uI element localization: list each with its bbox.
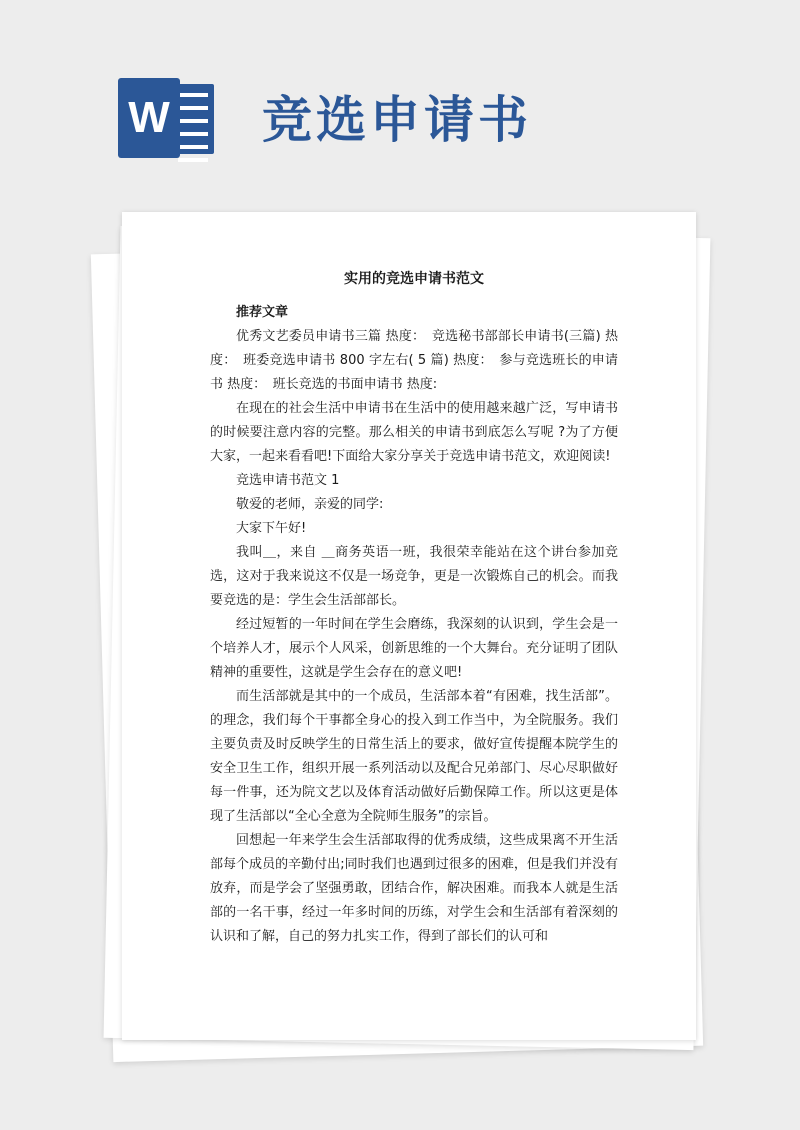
- word-logo-icon: W: [118, 78, 180, 158]
- body-paragraph: 回想起一年来学生会生活部取得的优秀成绩，这些成果离不开生活部每个成员的辛勤付出;同时我们也遇到过很多的困难，但是我们并没有放弃，而是学会了坚强勇敢，团结合作，解决困难。而我本人就是生活部的一名干事，经过一年多时间的历练，对学生会和生活部有着深刻的认识和了解，自己的努力扎实工作，得到了部长们的认可和: [210, 833, 618, 944]
- header-banner: [0, 0, 800, 205]
- body-paragraph: 经过短暂的一年时间在学生会磨练，我深刻的认识到，学生会是一个培养人才，展示个人风采，创新思维的一个大舞台。充分证明了团队精神的重要性，这就是学生会存在的意义吧!: [210, 617, 618, 680]
- sample-title: 竞选申请书范文 1: [236, 473, 340, 488]
- greeting: 大家下午好!: [236, 521, 307, 536]
- body-paragraph: 而生活部就是其中的一个成员，生活部本着“有困难，找生活部”。的理念，我们每个干事都全身心的投入到工作当中，为全院服务。我们主要负责及时反映学生的日常生活上的要求，做好宣传提醒本院学生的安全卫生工作，组织开展一系列活动以及配合兄弟部门、尽心尽职做好每一件事，还为院文艺以及体育活动做好后勤保障工作。所以这更是体现了生活部以“全心全意为全院师生服务”的宗旨。: [210, 689, 618, 824]
- body-paragraph: 我叫＿，来自 ＿商务英语一班，我很荣幸能站在这个讲台参加竞选，这对于我来说这不仅是一场竞争，更是一次锻炼自己的机会。而我要竞选的是：学生会生活部部长。: [210, 545, 618, 608]
- intro-paragraph: 在现在的社会生活中申请书在生活中的使用越来越广泛，写申请书的时候要注意内容的完整。那么相关的申请书到底怎么写呢 ?为了方便大家，一起来看看吧!下面给大家分享关于竞选申请书范文，欢迎阅读!: [210, 401, 618, 464]
- salutation: 敬爱的老师，亲爱的同学:: [236, 497, 384, 512]
- document-page: [122, 212, 696, 1040]
- recommend-list: 优秀文艺委员申请书三篇 热度： 竞选秘书部部长申请书(三篇) 热度： 班委竞选申请书 800 字左右( 5 篇) 热度： 参与竞选班长的申请书 热度： 班长竞选的书面申请书 热度:: [210, 329, 618, 392]
- document-title: 实用的竞选申请书范文: [344, 271, 484, 287]
- banner-title: 竞选申请书: [262, 91, 532, 149]
- recommend-heading: 推荐文章: [236, 305, 289, 320]
- document-content: [210, 267, 618, 949]
